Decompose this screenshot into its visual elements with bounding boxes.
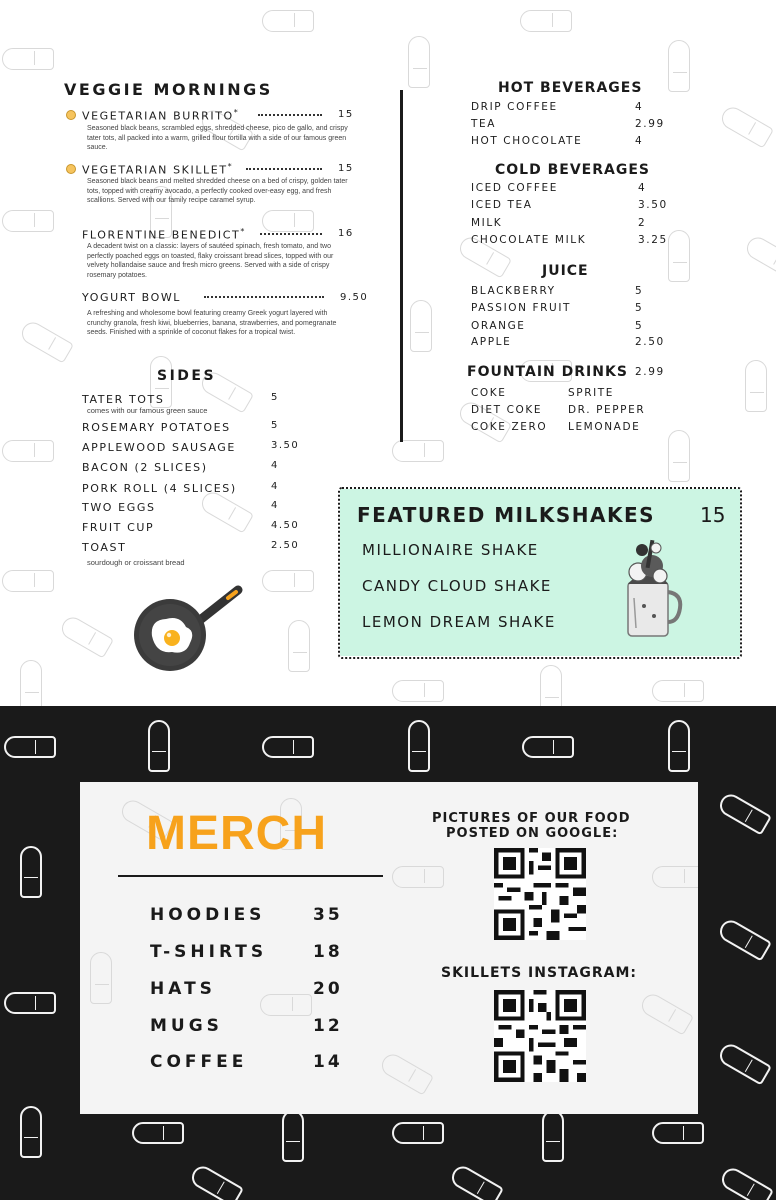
menu-item-description: A decadent twist on a classic: layers of sautéed spinach, fresh tomato, and two perfectly poached eggs on toasted, flaky croissant bread slices, topped with our velvety hollandaise sauce and fresh micro greens. Served with a side of crispy rosemary potatoes. [87, 243, 334, 279]
burrito-icon [448, 1162, 504, 1200]
column-divider [400, 90, 403, 442]
milkshake-item: MILLIONAIRE SHAKE [362, 541, 539, 559]
burrito-icon [408, 36, 430, 88]
merch-item-name: COFFEE [150, 1052, 248, 1072]
burrito-icon [668, 40, 690, 92]
merch-item-price: 12 [313, 1016, 343, 1036]
google-qr-label-line2: POSTED ON GOOGLE: [446, 826, 619, 841]
burrito-icon [652, 680, 704, 702]
burrito-icon [522, 736, 574, 758]
beverage-name: HOT CHOCOLATE [471, 135, 583, 147]
burrito-icon [132, 1122, 184, 1144]
burrito-icon [392, 680, 444, 702]
burrito-icon [652, 1122, 704, 1144]
burrito-icon [188, 1162, 244, 1200]
fountain-drink: DR. PEPPER [568, 404, 646, 416]
beverage-name: ICED COFFEE [471, 182, 559, 194]
hot-beverages-heading: HOT BEVERAGES [498, 80, 643, 96]
burrito-icon [148, 720, 170, 772]
burrito-icon [2, 210, 54, 232]
side-item-price: 4.50 [271, 520, 300, 531]
dot-leader [246, 166, 322, 170]
menu-item-description: Seasoned black beans and melted shredded cheese on a bed of crispy, golden tater tots, topped with creamy avocado, a perfectly cooked over-easy egg, and fresh scallions. Served with our family recipe caramel syrup. [87, 178, 348, 204]
burrito-icon [718, 1164, 774, 1200]
side-item-price: 5 [271, 420, 279, 431]
fountain-drinks-heading: FOUNTAIN DRINKS [467, 364, 628, 380]
side-item-name: BACON (2 SLICES) [82, 461, 208, 474]
burrito-icon [392, 440, 444, 462]
beverage-price: 4 [635, 135, 644, 147]
menu-item-name: VEGETARIAN SKILLET* [82, 162, 234, 177]
google-qr-code[interactable] [494, 848, 586, 940]
burrito-icon [58, 613, 114, 658]
burrito-icon [262, 570, 314, 592]
burrito-icon [408, 720, 430, 772]
side-item-name: ROSEMARY POTATOES [82, 421, 231, 434]
beverage-price: 3.25 [638, 234, 668, 246]
merch-item-name: HOODIES [150, 905, 266, 925]
beverage-price: 5 [635, 302, 644, 314]
milkshake-icon [622, 536, 686, 640]
burrito-icon [90, 952, 112, 1004]
featured-milkshakes-title: FEATURED MILKSHAKES [357, 503, 656, 527]
burrito-icon [638, 990, 694, 1035]
fountain-drink: DIET COKE [471, 404, 543, 416]
beverage-name: TEA [471, 118, 497, 130]
burrito-icon [2, 570, 54, 592]
burrito-icon [520, 10, 572, 32]
fountain-drink: COKE ZERO [471, 421, 548, 433]
burrito-icon [668, 230, 690, 282]
burrito-icon [378, 1050, 434, 1095]
beverage-name: DRIP COFFEE [471, 101, 558, 113]
menu-item-price: 15 [338, 163, 354, 174]
burrito-icon [20, 1106, 42, 1158]
beverage-name: ORANGE [471, 320, 526, 332]
beverage-price: 5 [635, 285, 644, 297]
burrito-icon [262, 210, 314, 232]
beverage-price: 4 [635, 101, 644, 113]
featured-milkshakes-price: 15 [700, 503, 726, 527]
beverage-name: MILK [471, 217, 503, 229]
menu-item-description: A refreshing and wholesome bowl featuring creamy Greek yogurt layered with crunchy granola, fresh kiwi, blueberries, banana, strawberries, and pomegranate seeds. Finished with a sprinkle of coconut flakes for a tropical twist. [87, 310, 337, 336]
merch-item-price: 14 [313, 1052, 343, 1072]
burrito-icon [716, 1040, 772, 1085]
merch-divider [118, 875, 383, 877]
burrito-icon [668, 430, 690, 482]
fountain-drink: SPRITE [568, 387, 615, 399]
beverage-price: 2.50 [635, 336, 665, 348]
menu-item-price: 9.50 [340, 292, 369, 303]
burrito-icon [282, 1110, 304, 1162]
milkshake-item: LEMON DREAM SHAKE [362, 613, 556, 631]
side-item-price: 4 [271, 481, 279, 492]
side-item-price: 4 [271, 460, 279, 471]
menu-item-price: 16 [338, 228, 354, 239]
google-qr-label-line1: PICTURES OF OUR FOOD [432, 811, 631, 826]
instagram-qr-code[interactable] [494, 990, 586, 1082]
burrito-icon [2, 48, 54, 70]
star-badge-icon [66, 110, 76, 120]
menu-item-name: FLORENTINE BENEDICT* [82, 227, 246, 242]
side-item-note: comes with our famous green sauce [87, 406, 208, 415]
beverage-price: 3.50 [638, 199, 668, 211]
beverage-name: APPLE [471, 336, 512, 348]
menu-item-name: YOGURT BOWL [82, 291, 182, 304]
menu-item-name: VEGETARIAN BURRITO* [82, 108, 240, 123]
burrito-icon [20, 660, 42, 706]
merch-item-price: 20 [313, 979, 343, 999]
burrito-icon [743, 233, 776, 278]
veggie-mornings-heading: VEGGIE MORNINGS [64, 80, 273, 99]
beverage-name: ICED TEA [471, 199, 533, 211]
burrito-icon [262, 736, 314, 758]
burrito-icon [542, 1110, 564, 1162]
burrito-icon [745, 360, 767, 412]
dot-leader [260, 231, 322, 235]
burrito-icon [18, 318, 74, 363]
merch-title: MERCH [146, 807, 327, 860]
side-item-name: PORK ROLL (4 SLICES) [82, 482, 237, 495]
burrito-icon [668, 720, 690, 772]
side-item-name: FRUIT CUP [82, 521, 155, 534]
cold-beverages-heading: COLD BEVERAGES [495, 162, 650, 178]
burrito-icon [198, 488, 254, 533]
burrito-icon [410, 300, 432, 352]
merch-item-name: T-SHIRTS [150, 942, 268, 962]
beverage-price: 5 [635, 320, 644, 332]
frying-pan-egg-icon [132, 580, 247, 675]
fountain-drink: COKE [471, 387, 507, 399]
side-item-name: APPLEWOOD SAUSAGE [82, 441, 236, 454]
burrito-icon [718, 103, 774, 148]
burrito-icon [4, 992, 56, 1014]
beverage-price: 4 [638, 182, 647, 194]
burrito-icon [260, 994, 312, 1016]
burrito-icon [20, 846, 42, 898]
burrito-icon [262, 10, 314, 32]
beverage-name: CHOCOLATE MILK [471, 234, 587, 246]
beverage-price: 2 [638, 217, 647, 229]
dot-leader [258, 112, 322, 116]
burrito-icon [392, 1122, 444, 1144]
merch-item-name: HATS [150, 979, 216, 999]
side-item-price: 4 [271, 500, 279, 511]
fountain-drink: LEMONADE [568, 421, 641, 433]
side-item-price: 2.50 [271, 540, 300, 551]
side-item-name: TATER TOTS [82, 393, 165, 406]
instagram-qr-label: SKILLETS INSTAGRAM: [441, 965, 637, 981]
menu-item-description: Seasoned black beans, scrambled eggs, shredded cheese, pico de gallo, and crispy tater tots, all packed into a warm, grilled flour tortilla with a side of our famous green sauce. [87, 125, 348, 151]
burrito-icon [652, 866, 698, 888]
side-item-price: 3.50 [271, 440, 300, 451]
burrito-icon [392, 866, 444, 888]
dot-leader [204, 294, 324, 298]
burrito-icon [540, 665, 562, 706]
side-item-note: sourdough or croissant bread [87, 558, 185, 567]
burrito-icon [288, 620, 310, 672]
merch-item-price: 18 [313, 942, 343, 962]
side-item-price: 5 [271, 392, 279, 403]
merch-item-name: MUGS [150, 1016, 223, 1036]
beverage-name: BLACKBERRY [471, 285, 556, 297]
milkshake-item: CANDY CLOUD SHAKE [362, 577, 552, 595]
beverage-price: 2.99 [635, 118, 665, 130]
sides-heading: SIDES [157, 368, 217, 384]
side-item-name: TWO EGGS [82, 501, 156, 514]
merch-item-price: 35 [313, 905, 343, 925]
menu-item-price: 15 [338, 109, 354, 120]
juice-heading: JUICE [542, 263, 589, 279]
fountain-drinks-price: 2.99 [635, 366, 665, 378]
star-badge-icon [66, 164, 76, 174]
burrito-icon [716, 916, 772, 961]
burrito-icon [2, 440, 54, 462]
side-item-name: TOAST [82, 541, 127, 554]
burrito-icon [4, 736, 56, 758]
burrito-icon [716, 790, 772, 835]
beverage-name: PASSION FRUIT [471, 302, 572, 314]
